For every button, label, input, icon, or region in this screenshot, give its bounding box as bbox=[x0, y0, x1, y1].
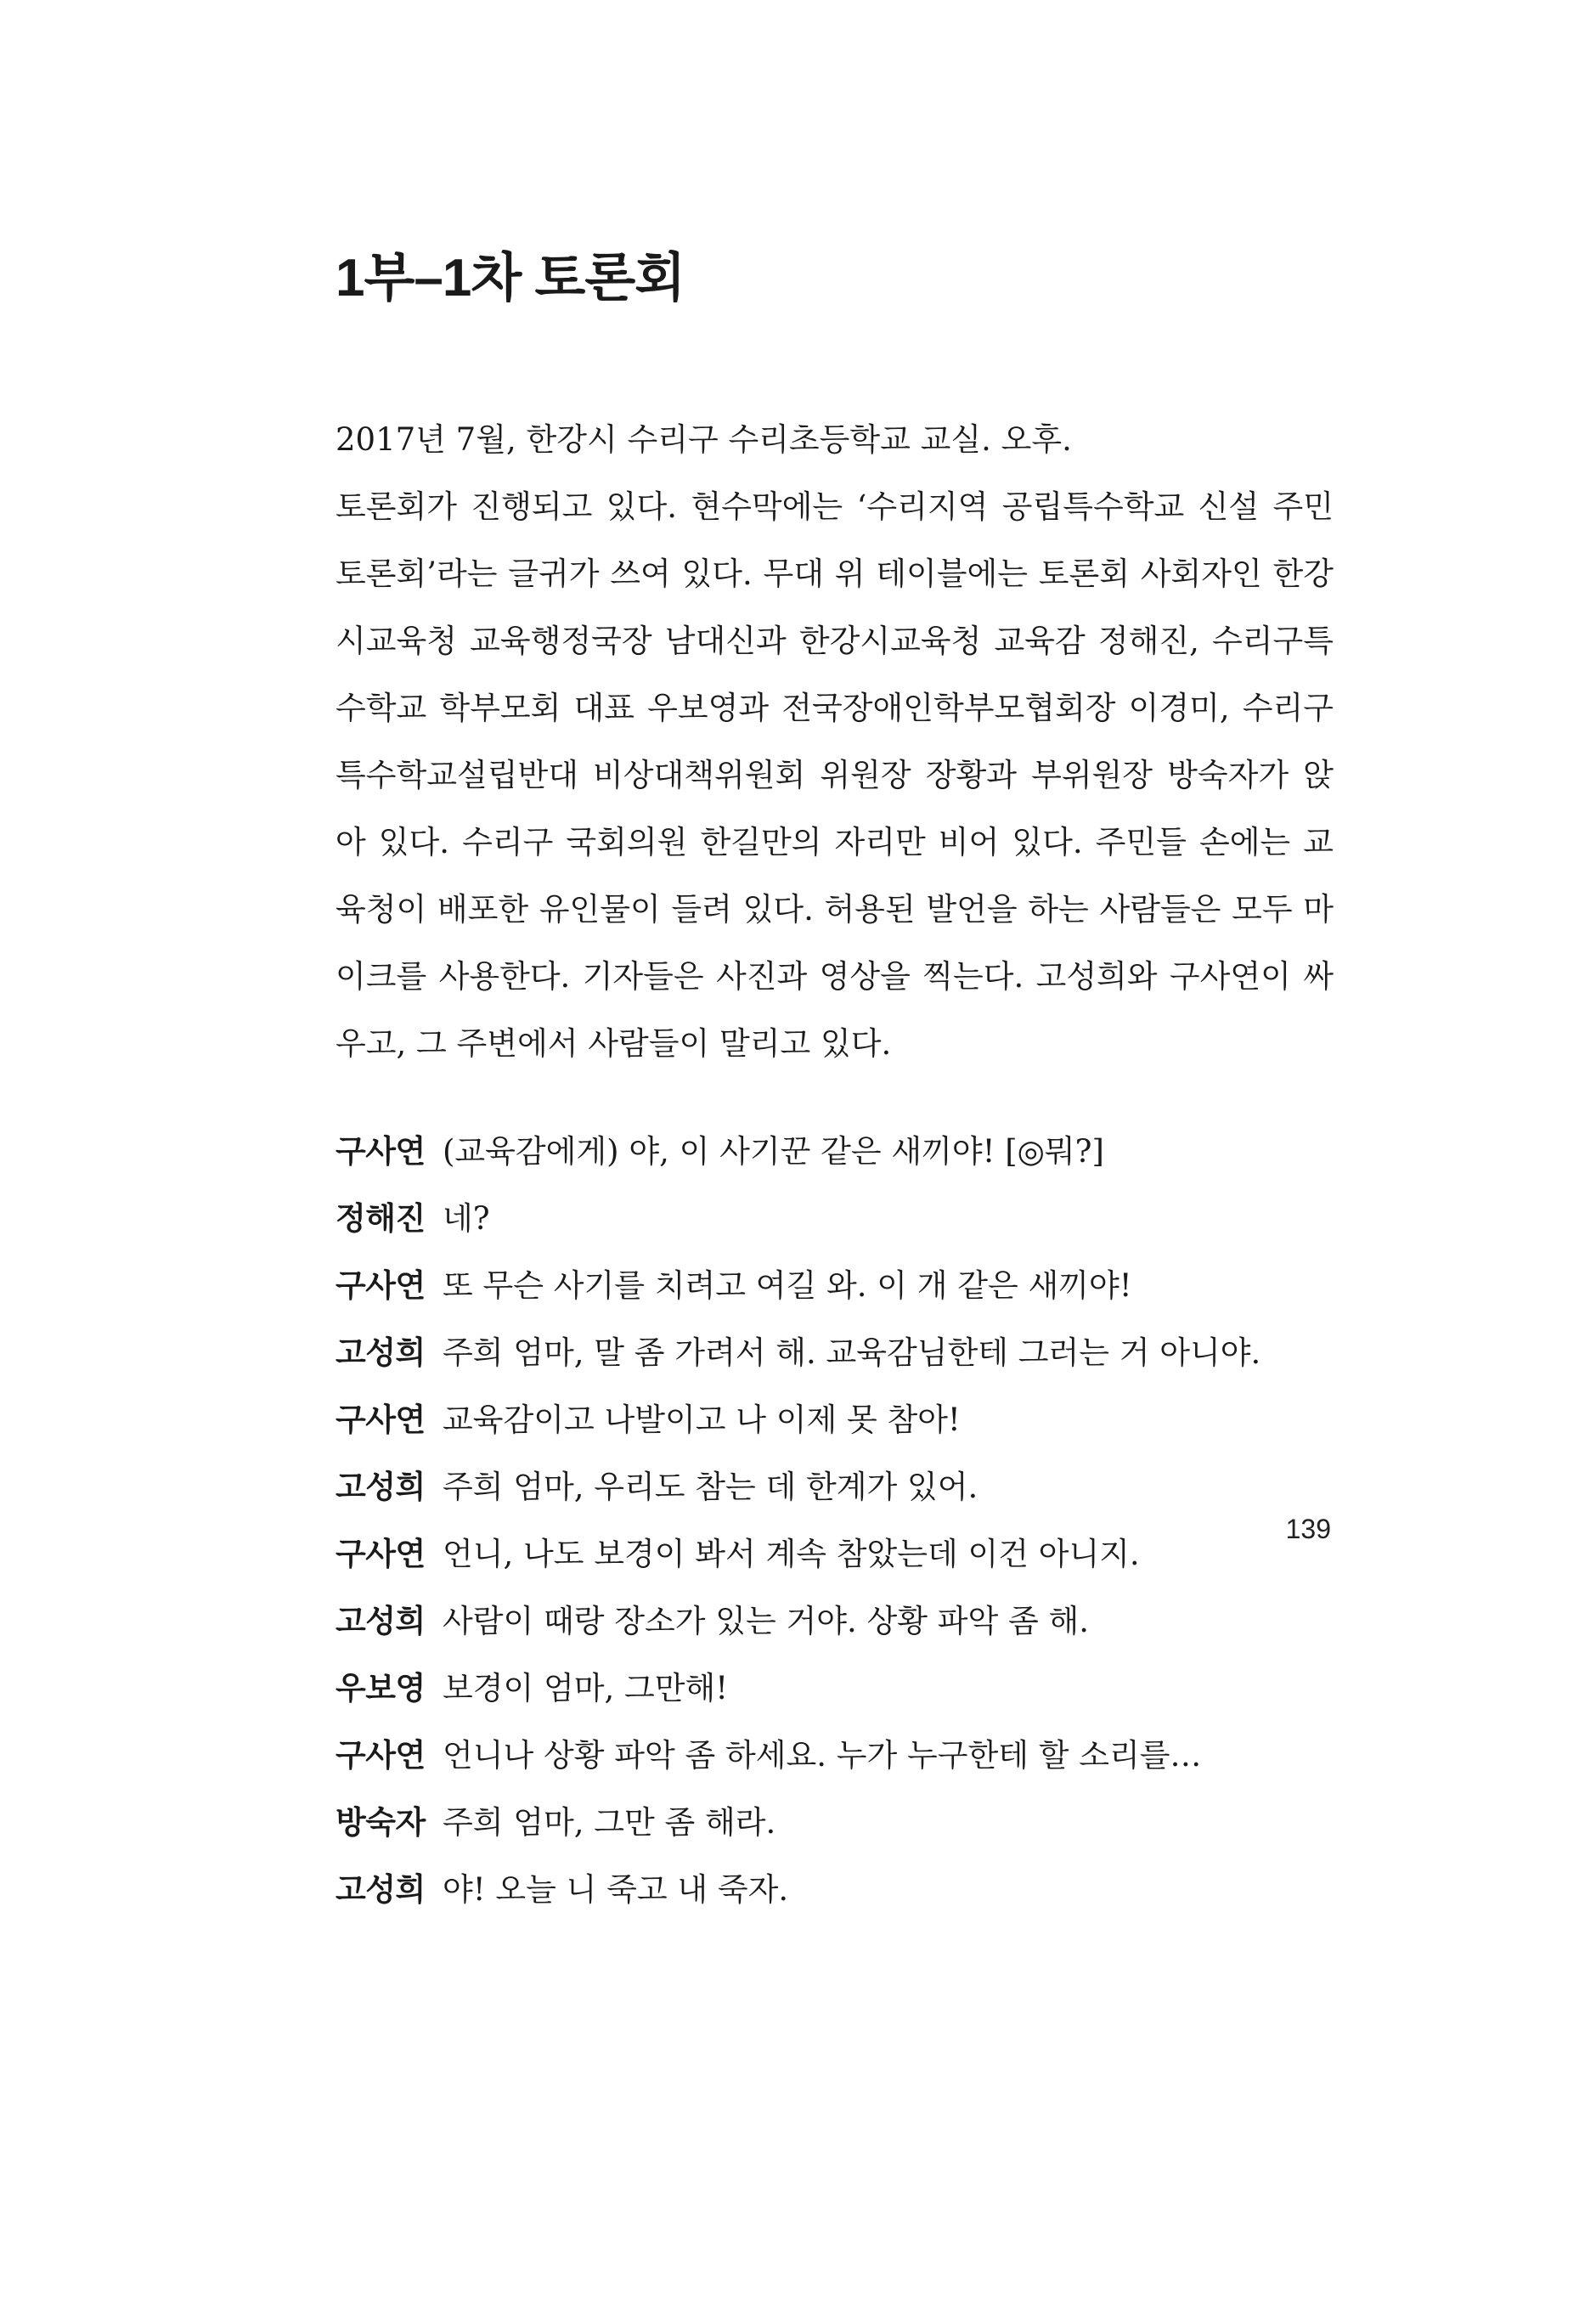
dialogue-line bbox=[336, 1185, 1334, 1252]
speech-text: 야! 오늘 니 죽고 내 죽자. bbox=[443, 1871, 789, 1908]
stage-direction-setting: 2017년 7월, 한강시 수리구 수리초등학교 교실. 오후. bbox=[336, 421, 1072, 458]
speaker-name: 구사연 bbox=[336, 1537, 426, 1571]
speaker-name: 구사연 bbox=[336, 1134, 426, 1169]
speech-text: 네? bbox=[443, 1200, 490, 1237]
dialogue-line bbox=[336, 1520, 1334, 1588]
speaker-name: 방숙자 bbox=[336, 1805, 426, 1840]
chapter-title: 1부–1차 토론회 bbox=[336, 249, 685, 307]
dialogue-line bbox=[336, 1655, 1334, 1722]
page-number: 139 bbox=[1285, 1514, 1331, 1544]
speaker-name: 고성희 bbox=[336, 1604, 426, 1639]
speech-text: 사람이 때랑 장소가 있는 거야. 상황 파악 좀 해. bbox=[443, 1603, 1089, 1639]
dialogue-line bbox=[336, 1453, 1334, 1520]
speech-text: 언니나 상황 파악 좀 하세요. 누가 누구한테 할 소리를… bbox=[443, 1737, 1202, 1774]
dialogue-line bbox=[336, 1252, 1334, 1319]
dialogue-line bbox=[336, 1789, 1334, 1856]
dialogue-line bbox=[336, 1118, 1334, 1185]
speaker-name: 우보영 bbox=[336, 1671, 426, 1706]
stage-direction-description: 토론회가 진행되고 있다. 현수막에는 ‘수리지역 공립특수학교 신설 주민 토론회’라는 글귀가 쓰여 있다. 무대 위 테이블에는 토론회 사회자인 한강시교육청 교육행정국장 남대신과 한강시교육청 교육감 정해진, 수리구특수학교 학부모회 대표 우보영과 전국장애인학부모협회장 이경미, 수리구특수학교설립반대 비상대책위원회 위원장 장황과 부위원장 방숙자가 앉아 있다. 수리구 국회의원 한길만의 자리만 비어 있다. 주민들 손에는 교육청이 배포한 유인물이 들려 있다. 허용된 발언을 하는 사람들은 모두 마이크를 사용한다. 기자들은 사진과 영상을 찍는다. 고성희와 구사연이 싸우고, 그 주변에서 사람들이 말리고 있다. bbox=[336, 488, 1334, 1062]
dialogue-line bbox=[336, 1386, 1334, 1453]
dialogue-list bbox=[336, 1118, 1334, 1923]
speaker-name: 구사연 bbox=[336, 1402, 426, 1437]
speech-text: 언니, 나도 보경이 봐서 계속 참았는데 이건 아니지. bbox=[443, 1536, 1140, 1572]
dialogue-line bbox=[336, 1319, 1334, 1386]
speaker-name: 구사연 bbox=[336, 1738, 426, 1773]
speaker-name: 고성희 bbox=[336, 1335, 426, 1370]
speaker-name: 정해진 bbox=[336, 1201, 426, 1236]
speech-text: 주희 엄마, 그만 좀 해라. bbox=[443, 1804, 776, 1841]
dialogue-line bbox=[336, 1588, 1334, 1655]
stage-directions bbox=[336, 406, 1334, 1077]
speech-text: 주희 엄마, 말 좀 가려서 해. 교육감님한테 그러는 거 아니야. bbox=[443, 1334, 1261, 1371]
speech-text: (교육감에게) 야, 이 사기꾼 같은 새끼야! [◎뭐?] bbox=[443, 1133, 1104, 1170]
dialogue-line bbox=[336, 1856, 1334, 1923]
speech-text: 주희 엄마, 우리도 참는 데 한계가 있어. bbox=[443, 1469, 978, 1505]
speaker-name: 고성희 bbox=[336, 1872, 426, 1907]
dialogue-line bbox=[336, 1722, 1334, 1789]
speaker-name: 고성희 bbox=[336, 1469, 426, 1504]
speaker-name: 구사연 bbox=[336, 1268, 426, 1303]
speech-text: 교육감이고 나발이고 나 이제 못 참아! bbox=[443, 1402, 961, 1438]
speech-text: 보경이 엄마, 그만해! bbox=[443, 1670, 729, 1706]
speech-text: 또 무슨 사기를 치려고 여길 와. 이 개 같은 새끼야! bbox=[443, 1267, 1132, 1304]
